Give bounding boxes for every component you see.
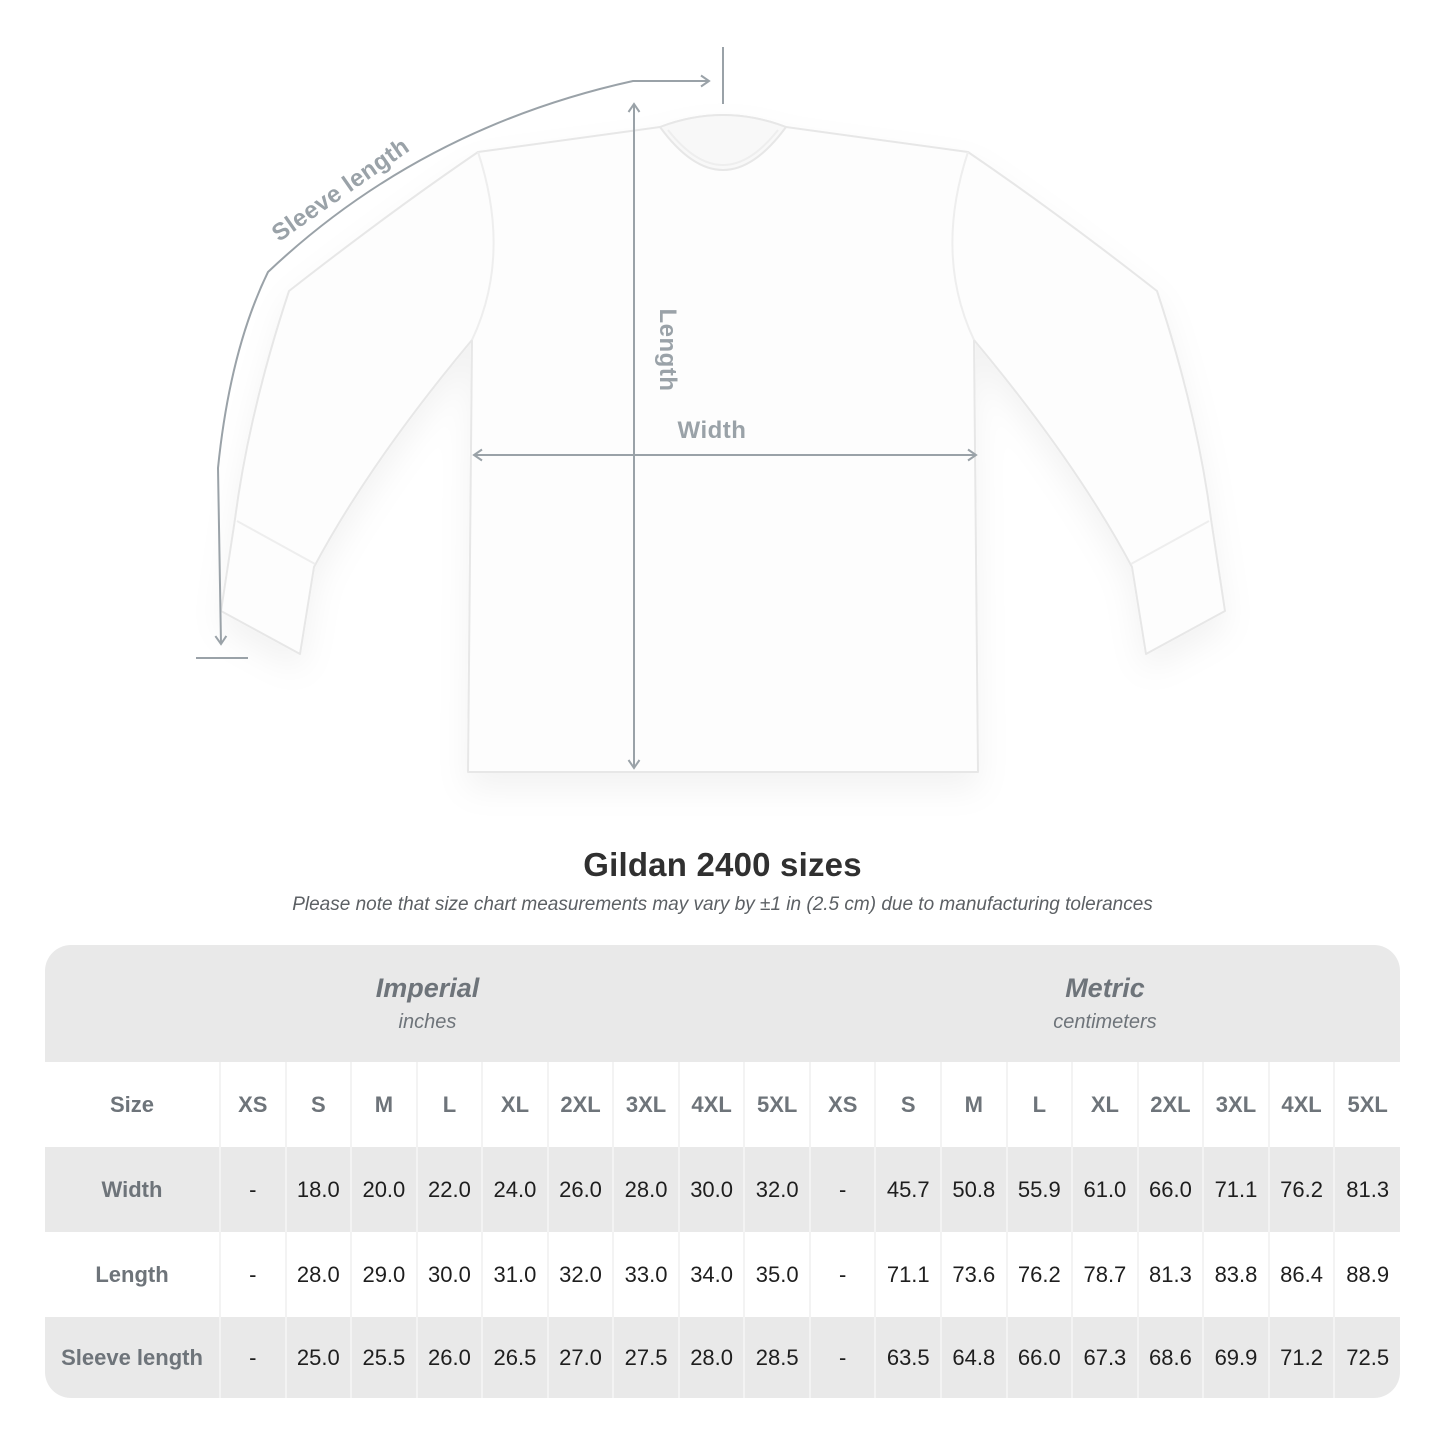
- value-cell: 28.0: [613, 1147, 679, 1232]
- value-cell: 81.3: [1334, 1147, 1400, 1232]
- size-col-header-metric-2xl: 2XL: [1138, 1062, 1204, 1147]
- unit-header-metric: [810, 945, 1400, 1062]
- value-cell: -: [810, 1147, 876, 1232]
- value-cell: 28.0: [286, 1232, 352, 1317]
- unit-header-imperial: [45, 945, 810, 1062]
- value-cell: 69.9: [1203, 1317, 1269, 1398]
- row-label-width: Width: [45, 1147, 220, 1232]
- size-col-header-metric-5xl: 5XL: [1334, 1062, 1400, 1147]
- unit-sublabel-metric: centimeters: [1053, 1011, 1157, 1033]
- size-col-header-imperial-4xl: 4XL: [679, 1062, 745, 1147]
- size-col-header-metric-xs: XS: [810, 1062, 876, 1147]
- value-cell: 25.5: [351, 1317, 417, 1398]
- size-col-header-metric-m: M: [941, 1062, 1007, 1147]
- size-col-header-imperial-s: S: [286, 1062, 352, 1147]
- value-cell: 50.8: [941, 1147, 1007, 1232]
- size-col-header-imperial-xl: XL: [482, 1062, 548, 1147]
- value-cell: 76.2: [1269, 1147, 1335, 1232]
- value-cell: 71.1: [875, 1232, 941, 1317]
- size-col-header-imperial-l: L: [417, 1062, 483, 1147]
- value-cell: 26.5: [482, 1317, 548, 1398]
- size-col-header-metric-3xl: 3XL: [1203, 1062, 1269, 1147]
- size-col-header-imperial-3xl: 3XL: [613, 1062, 679, 1147]
- size-col-header-metric-s: S: [875, 1062, 941, 1147]
- value-cell: 28.5: [744, 1317, 810, 1398]
- value-cell: 73.6: [941, 1232, 1007, 1317]
- value-cell: 63.5: [875, 1317, 941, 1398]
- value-cell: 34.0: [679, 1232, 745, 1317]
- page-subtitle: Please note that size chart measurements may vary by ±1 in (2.5 cm) due to manufacturing tolerances: [292, 894, 1153, 915]
- row-label-sleeve-length: Sleeve length: [45, 1317, 220, 1398]
- size-table-container: [45, 945, 1400, 1398]
- value-cell: 30.0: [417, 1232, 483, 1317]
- value-cell: 24.0: [482, 1147, 548, 1232]
- value-cell: 88.9: [1334, 1232, 1400, 1317]
- value-cell: 35.0: [744, 1232, 810, 1317]
- row-label-length: Length: [45, 1232, 220, 1317]
- page-title: Gildan 2400 sizes: [583, 846, 862, 883]
- value-cell: 76.2: [1007, 1232, 1073, 1317]
- value-cell: 30.0: [679, 1147, 745, 1232]
- unit-header-row: [45, 945, 1400, 1062]
- value-cell: 71.2: [1269, 1317, 1335, 1398]
- table-row-width: [45, 1147, 1400, 1232]
- value-cell: 81.3: [1138, 1232, 1204, 1317]
- length-measure-label: Length: [654, 308, 681, 392]
- value-cell: -: [810, 1232, 876, 1317]
- value-cell: 72.5: [1334, 1317, 1400, 1398]
- size-col-header-imperial-2xl: 2XL: [548, 1062, 614, 1147]
- value-cell: 45.7: [875, 1147, 941, 1232]
- size-col-header-metric-l: L: [1007, 1062, 1073, 1147]
- value-cell: 25.0: [286, 1317, 352, 1398]
- value-cell: 61.0: [1072, 1147, 1138, 1232]
- value-cell: -: [810, 1317, 876, 1398]
- unit-sublabel-imperial: inches: [398, 1011, 457, 1033]
- value-cell: 29.0: [351, 1232, 417, 1317]
- unit-label-metric: Metric: [1065, 973, 1145, 1003]
- value-cell: 86.4: [1269, 1232, 1335, 1317]
- size-col-header-imperial-xs: XS: [220, 1062, 286, 1147]
- value-cell: 32.0: [548, 1232, 614, 1317]
- size-col-header-imperial-5xl: 5XL: [744, 1062, 810, 1147]
- value-cell: 26.0: [548, 1147, 614, 1232]
- size-col-header-metric-4xl: 4XL: [1269, 1062, 1335, 1147]
- value-cell: 26.0: [417, 1317, 483, 1398]
- value-cell: 55.9: [1007, 1147, 1073, 1232]
- size-table: [45, 945, 1400, 1398]
- value-cell: 27.5: [613, 1317, 679, 1398]
- value-cell: 28.0: [679, 1317, 745, 1398]
- value-cell: 71.1: [1203, 1147, 1269, 1232]
- value-cell: 33.0: [613, 1232, 679, 1317]
- size-header-row: [45, 1062, 1400, 1147]
- value-cell: -: [220, 1232, 286, 1317]
- value-cell: 20.0: [351, 1147, 417, 1232]
- value-cell: 32.0: [744, 1147, 810, 1232]
- value-cell: 27.0: [548, 1317, 614, 1398]
- value-cell: 78.7: [1072, 1232, 1138, 1317]
- unit-label-imperial: Imperial: [375, 973, 480, 1003]
- value-cell: 66.0: [1007, 1317, 1073, 1398]
- value-cell: 22.0: [417, 1147, 483, 1232]
- table-row-length: [45, 1232, 1400, 1317]
- value-cell: 68.6: [1138, 1317, 1204, 1398]
- value-cell: 83.8: [1203, 1232, 1269, 1317]
- table-row-sleeve-length: [45, 1317, 1400, 1398]
- value-cell: 18.0: [286, 1147, 352, 1232]
- value-cell: 67.3: [1072, 1317, 1138, 1398]
- value-cell: 64.8: [941, 1317, 1007, 1398]
- value-cell: -: [220, 1317, 286, 1398]
- size-row-label: Size: [45, 1062, 220, 1147]
- size-col-header-imperial-m: M: [351, 1062, 417, 1147]
- value-cell: 31.0: [482, 1232, 548, 1317]
- value-cell: -: [220, 1147, 286, 1232]
- value-cell: 66.0: [1138, 1147, 1204, 1232]
- heading-block: [0, 846, 1445, 916]
- width-measure-label: Width: [677, 417, 747, 444]
- size-col-header-metric-xl: XL: [1072, 1062, 1138, 1147]
- sleeve-length-measure-label: Sleeve length: [266, 132, 415, 248]
